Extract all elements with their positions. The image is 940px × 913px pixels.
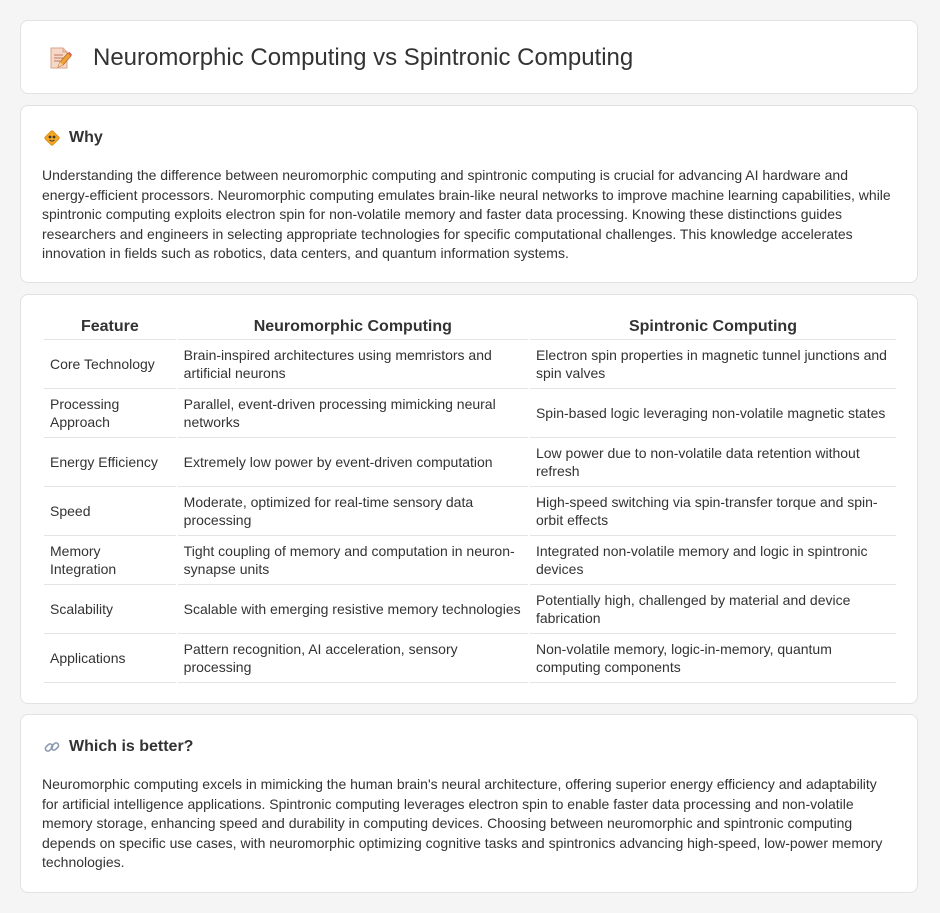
spintronic-cell: Low power due to non-volatile data retention without refresh <box>530 438 896 487</box>
title-card <box>20 20 918 94</box>
table-header-row <box>44 315 896 340</box>
feature-cell: Processing Approach <box>44 389 176 438</box>
header-neuromorphic: Neuromorphic Computing <box>178 315 528 340</box>
neuromorphic-cell: Moderate, optimized for real-time sensory data processing <box>178 487 528 536</box>
table-row <box>44 536 896 585</box>
table-row <box>44 487 896 536</box>
why-text: Understanding the difference between neuromorphic computing and spintronic computing is crucial for advancing AI hardware and energy-efficient processors. Neuromorphic computing emulates brain-like neural networks to improve machine learning capabilities, while spintronic computing exploits electron spin for non-volatile memory and faster data processing. Knowing these distinctions guides researchers and engineers in selecting appropriate technologies for specific computational challenges. This knowledge accelerates innovation in fields such as robotics, data centers, and quantum information systems. <box>42 167 891 261</box>
better-text: Neuromorphic computing excels in mimicking the human brain's neural architecture, offering superior energy efficiency and adaptability for artificial intelligence applications. Spintronic computing leverages electron spin to enable faster data processing and non-volatile memory storage, enhancing speed and durability in computing devices. Choosing between neuromorphic and spintronic computing depends on specific use cases, with neuromorphic optimizing cognitive tasks and spintronics advancing high-speed, low-power memory technologies. <box>42 776 883 870</box>
neuromorphic-cell: Extremely low power by event-driven computation <box>178 438 528 487</box>
feature-cell: Memory Integration <box>44 536 176 585</box>
feature-cell: Speed <box>44 487 176 536</box>
neuromorphic-cell: Scalable with emerging resistive memory technologies <box>178 585 528 634</box>
header-feature: Feature <box>44 315 176 340</box>
spintronic-cell: Integrated non-volatile memory and logic in spintronic devices <box>530 536 896 585</box>
better-heading-row <box>43 737 193 757</box>
table-row <box>44 634 896 683</box>
neuromorphic-cell: Pattern recognition, AI acceleration, sensory processing <box>178 634 528 683</box>
header-spintronic: Spintronic Computing <box>530 315 896 340</box>
neuromorphic-cell: Brain-inspired architectures using memristors and artificial neurons <box>178 340 528 389</box>
page-title: Neuromorphic Computing vs Spintronic Computing <box>93 44 634 71</box>
better-heading: Which is better? <box>69 738 194 755</box>
diamond-sign-icon <box>43 129 61 147</box>
which-better-section <box>20 714 918 893</box>
table-row <box>44 585 896 634</box>
neuromorphic-cell: Tight coupling of memory and computation in neuron-synapse units <box>178 536 528 585</box>
spintronic-cell: Electron spin properties in magnetic tunnel junctions and spin valves <box>530 340 896 389</box>
neuromorphic-cell: Parallel, event-driven processing mimicking neural networks <box>178 389 528 438</box>
spintronic-cell: Potentially high, challenged by material and device fabrication <box>530 585 896 634</box>
spintronic-cell: Spin-based logic leveraging non-volatile magnetic states <box>530 389 896 438</box>
comparison-table <box>42 315 898 683</box>
why-heading: Why <box>69 129 103 146</box>
why-section <box>20 105 918 283</box>
why-heading-row <box>43 128 103 148</box>
feature-cell: Energy Efficiency <box>44 438 176 487</box>
feature-cell: Applications <box>44 634 176 683</box>
link-icon <box>43 738 61 756</box>
table-row <box>44 389 896 438</box>
table-row <box>44 438 896 487</box>
document-pencil-icon <box>47 45 73 71</box>
comparison-section <box>20 294 918 704</box>
spintronic-cell: High-speed switching via spin-transfer torque and spin-orbit effects <box>530 487 896 536</box>
feature-cell: Core Technology <box>44 340 176 389</box>
spintronic-cell: Non-volatile memory, logic-in-memory, quantum computing components <box>530 634 896 683</box>
feature-cell: Scalability <box>44 585 176 634</box>
table-row <box>44 340 896 389</box>
